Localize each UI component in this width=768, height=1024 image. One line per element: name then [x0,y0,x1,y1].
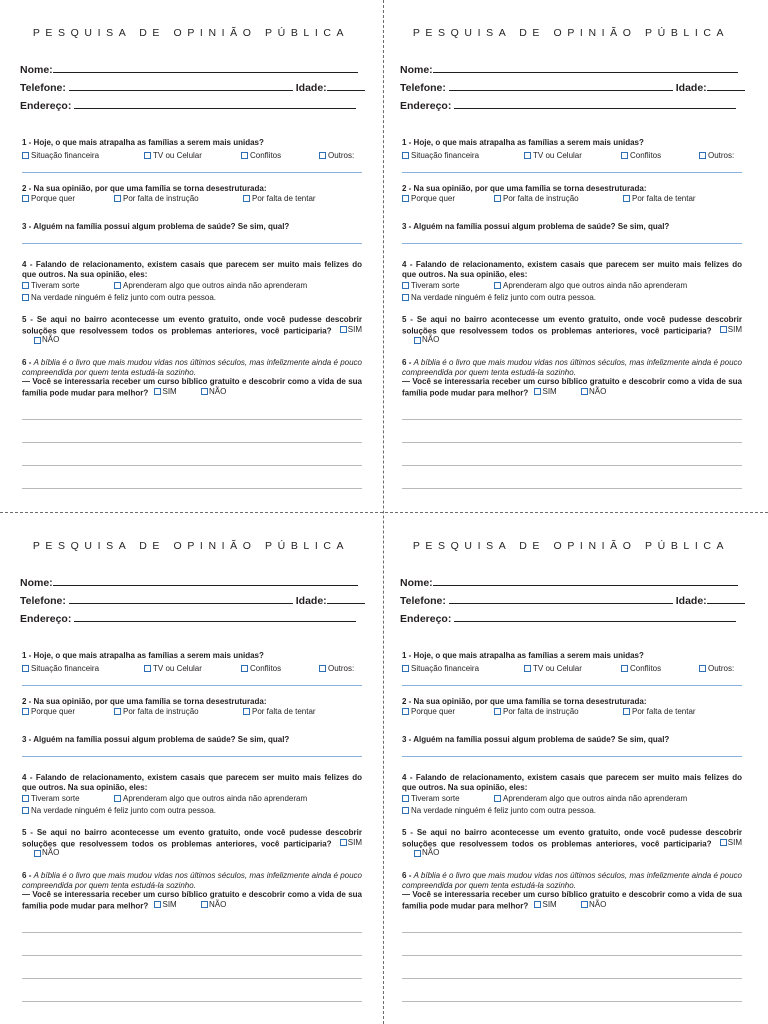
nome-line[interactable] [433,576,738,586]
checkbox[interactable] [494,708,501,715]
option-aprenderam[interactable]: Aprenderam algo que outros ainda não aprenderam [494,794,687,803]
q5-option-nao[interactable]: NÃO [414,335,439,345]
checkbox[interactable] [402,282,409,289]
question-6: 6 - A bíblia é o livro que mais mudou vidas nos últimos séculos, mas infelizmente ainda é pouco compreendida por quem tenta estudá-la sozinho. — Você se interessaria receber um curso bíblico gratuito e descobrir como a vida de sua família pode mudar para melhor? SIM NÃO [22,358,362,397]
answer-line-1[interactable] [22,685,362,686]
checkbox[interactable] [243,195,250,202]
checkbox[interactable] [22,152,29,159]
question-4-options-row-1 [20,794,362,805]
bible-statement: A bíblia é o livro que mais mudou vidas nos últimos séculos, mas infelizmente ainda é pouco compreendida por quem tenta estudá-la sozinho. [402,871,742,890]
checkbox[interactable] [494,195,501,202]
question-3: 3 - Alguém na família possui algum problema de saúde? Se sim, qual? [22,735,290,744]
endereco-field[interactable] [20,612,356,625]
checkbox[interactable] [154,901,161,908]
option-situacao-financeira[interactable]: Situação financeira [22,664,99,673]
question-1: 1 - Hoje, o que mais atrapalha as famílias a serem mais unidas? [22,651,264,660]
bible-statement: A bíblia é o livro que mais mudou vidas nos últimos séculos, mas infelizmente ainda é pouco compreendida por quem tenta estudá-la sozinho. [22,871,362,890]
option-tv-celular[interactable]: TV ou Celular [524,151,582,160]
question-6: 6 - A bíblia é o livro que mais mudou vidas nos últimos séculos, mas infelizmente ainda é pouco compreendida por quem tenta estudá-la sozinho. — Você se interessaria receber um curso bíblico gratuito e descobrir como a vida de sua família pode mudar para melhor? SIM NÃO [22,871,362,910]
option-falta-instrucao[interactable]: Por falta de instrução [114,707,199,716]
option-conflitos[interactable]: Conflitos [621,664,661,673]
question-1: 1 - Hoje, o que mais atrapalha as famílias a serem mais unidas? [402,138,644,147]
telefone-line[interactable] [449,81,673,91]
question-6: 6 - A bíblia é o livro que mais mudou vidas nos últimos séculos, mas infelizmente ainda é pouco compreendida por quem tenta estudá-la sozinho. — Você se interessaria receber um curso bíblico gratuito e descobrir como a vida de sua família pode mudar para melhor? SIM NÃO [402,358,742,397]
option-tiveram-sorte[interactable]: Tiveram sorte [22,794,80,803]
checkbox[interactable] [22,195,29,202]
checkbox[interactable] [22,795,29,802]
nome-label: Nome: [400,577,433,589]
option-situacao-financeira[interactable]: Situação financeira [402,151,479,160]
option-tv-celular[interactable]: TV ou Celular [144,664,202,673]
q6-option-nao[interactable]: NÃO [201,387,226,397]
checkbox[interactable] [114,708,121,715]
nome-label: Nome: [400,64,433,76]
option-aprenderam[interactable]: Aprenderam algo que outros ainda não aprenderam [114,281,307,290]
survey-form-top-left [20,0,362,500]
checkbox[interactable] [144,665,151,672]
checkbox[interactable] [34,850,41,857]
checkbox[interactable] [241,665,248,672]
endereco-label: Endereço: [400,100,452,112]
telefone-field[interactable] [20,594,365,607]
checkbox[interactable] [402,195,409,202]
checkbox[interactable] [524,665,531,672]
q6-option-sim[interactable]: SIM [154,387,176,397]
nome-label: Nome: [20,577,53,589]
q6-option-nao[interactable]: NÃO [581,900,606,910]
checkbox[interactable] [114,795,121,802]
answer-line-3[interactable] [22,756,362,757]
checkbox[interactable] [621,665,628,672]
q5-option-nao[interactable]: NÃO [34,335,59,345]
q6-option-sim[interactable]: SIM [534,387,556,397]
notes-line-1[interactable] [22,419,362,420]
checkbox[interactable] [22,807,29,814]
question-4-options-row-1 [400,794,742,805]
notes-line-2[interactable] [402,442,742,443]
question-1-options [20,664,362,675]
nome-field[interactable] [400,63,738,76]
endereco-line[interactable] [454,99,736,109]
q5-option-sim[interactable]: SIM [340,838,362,848]
telefone-line[interactable] [449,594,673,604]
question-4-options-row-2 [20,806,362,817]
notes-line-4[interactable] [402,488,742,489]
question-6: 6 - A bíblia é o livro que mais mudou vidas nos últimos séculos, mas infelizmente ainda é pouco compreendida por quem tenta estudá-la sozinho. — Você se interessaria receber um curso bíblico gratuito e descobrir como a vida de sua família pode mudar para melhor? SIM NÃO [402,871,742,910]
checkbox[interactable] [720,326,727,333]
endereco-label: Endereço: [400,613,452,625]
option-aprenderam[interactable]: Aprenderam algo que outros ainda não aprenderam [494,281,687,290]
checkbox[interactable] [623,195,630,202]
checkbox[interactable] [581,901,588,908]
notes-line-1[interactable] [402,419,742,420]
idade-label: Idade: [675,595,707,607]
option-tv-celular[interactable]: TV ou Celular [144,151,202,160]
answer-line-1[interactable] [402,685,742,686]
checkbox[interactable] [144,152,151,159]
endereco-field[interactable] [400,99,736,112]
nome-field[interactable] [400,576,738,589]
answer-line-3[interactable] [402,243,742,244]
telefone-field[interactable] [20,81,365,94]
option-falta-instrucao[interactable]: Por falta de instrução [494,707,579,716]
survey-title: PESQUISA DE OPINIÃO PÚBLICA [32,540,350,552]
checkbox[interactable] [201,388,208,395]
question-2-options [400,194,742,205]
option-outros[interactable]: Outros: [699,664,734,673]
checkbox[interactable] [699,152,706,159]
question-3: 3 - Alguém na família possui algum problema de saúde? Se sim, qual? [22,222,290,231]
q6-option-nao[interactable]: NÃO [201,900,226,910]
question-4: 4 - Falando de relacionamento, existem casais que parecem ser muito mais felizes do que outros. Na sua opinião, eles: [22,260,362,279]
q5-option-sim[interactable]: SIM [720,838,742,848]
checkbox[interactable] [241,152,248,159]
notes-line-4[interactable] [22,1001,362,1002]
checkbox[interactable] [494,282,501,289]
notes-line-1[interactable] [22,932,362,933]
endereco-label: Endereço: [20,613,72,625]
option-ninguem-feliz[interactable]: Na verdade ninguém é feliz junto com outra pessoa. [22,806,216,815]
checkbox[interactable] [22,282,29,289]
q6-option-sim[interactable]: SIM [154,900,176,910]
question-2: 2 - Na sua opinião, por que uma família se torna desestruturada: [402,697,647,706]
option-conflitos[interactable]: Conflitos [621,151,661,160]
notes-line-3[interactable] [402,978,742,979]
telefone-label: Telefone: [400,595,446,607]
endereco-label: Endereço: [20,100,72,112]
question-1-options [400,151,742,162]
q5-option-nao[interactable]: NÃO [34,848,59,858]
option-situacao-financeira[interactable]: Situação financeira [402,664,479,673]
notes-line-3[interactable] [22,465,362,466]
checkbox[interactable] [414,850,421,857]
question-1-options [400,664,742,675]
survey-form-bottom-left [20,513,362,1013]
checkbox[interactable] [201,901,208,908]
telefone-label: Telefone: [400,82,446,94]
telefone-field[interactable] [400,81,745,94]
checkbox[interactable] [402,807,409,814]
bible-statement: A bíblia é o livro que mais mudou vidas nos últimos séculos, mas infelizmente ainda é pouco compreendida por quem tenta estudá-la sozinho. [402,358,742,377]
checkbox[interactable] [22,665,29,672]
question-2-options [400,707,742,718]
question-2-options [20,194,362,205]
question-1-options [20,151,362,162]
nome-line[interactable] [53,576,358,586]
option-porque-quer[interactable]: Porque quer [22,707,75,716]
idade-label: Idade: [295,595,327,607]
telefone-field[interactable] [400,594,745,607]
checkbox[interactable] [154,388,161,395]
idade-line[interactable] [707,81,745,91]
option-falta-tentar[interactable]: Por falta de tentar [243,707,316,716]
question-4-options-row-1 [20,281,362,292]
option-conflitos[interactable]: Conflitos [241,664,281,673]
telefone-label: Telefone: [20,82,66,94]
checkbox[interactable] [414,337,421,344]
endereco-field[interactable] [400,612,736,625]
checkbox[interactable] [243,708,250,715]
option-falta-instrucao[interactable]: Por falta de instrução [494,194,579,203]
question-4: 4 - Falando de relacionamento, existem casais que parecem ser muito mais felizes do que outros. Na sua opinião, eles: [402,773,742,792]
checkbox[interactable] [319,152,326,159]
notes-line-2[interactable] [22,442,362,443]
question-4: 4 - Falando de relacionamento, existem casais que parecem ser muito mais felizes do que outros. Na sua opinião, eles: [402,260,742,279]
idade-line[interactable] [327,594,365,604]
option-porque-quer[interactable]: Porque quer [402,707,455,716]
q5-option-sim[interactable]: SIM [720,325,742,335]
checkbox[interactable] [22,708,29,715]
question-3: 3 - Alguém na família possui algum problema de saúde? Se sim, qual? [402,222,670,231]
checkbox[interactable] [524,152,531,159]
nome-line[interactable] [53,63,358,73]
question-2: 2 - Na sua opinião, por que uma família se torna desestruturada: [22,697,267,706]
telefone-label: Telefone: [20,595,66,607]
checkbox[interactable] [22,294,29,301]
question-4-options-row-2 [400,806,742,817]
option-outros[interactable]: Outros: [699,151,734,160]
checkbox[interactable] [534,901,541,908]
checkbox[interactable] [34,337,41,344]
checkbox[interactable] [402,152,409,159]
q6-option-sim[interactable]: SIM [534,900,556,910]
endereco-line[interactable] [74,99,356,109]
answer-line-3[interactable] [402,756,742,757]
checkbox[interactable] [319,665,326,672]
notes-line-4[interactable] [402,1001,742,1002]
nome-line[interactable] [433,63,738,73]
notes-line-3[interactable] [22,978,362,979]
question-4-options-row-2 [20,293,362,304]
checkbox[interactable] [494,795,501,802]
telefone-line[interactable] [69,81,293,91]
option-falta-tentar[interactable]: Por falta de tentar [623,707,696,716]
checkbox[interactable] [402,294,409,301]
question-2: 2 - Na sua opinião, por que uma família se torna desestruturada: [22,184,267,193]
option-falta-tentar[interactable]: Por falta de tentar [243,194,316,203]
endereco-line[interactable] [454,612,736,622]
survey-title: PESQUISA DE OPINIÃO PÚBLICA [412,27,730,39]
idade-label: Idade: [295,82,327,94]
option-porque-quer[interactable]: Porque quer [402,194,455,203]
nome-field[interactable] [20,63,358,76]
option-falta-instrucao[interactable]: Por falta de instrução [114,194,199,203]
answer-line-3[interactable] [22,243,362,244]
answer-line-1[interactable] [402,172,742,173]
endereco-field[interactable] [20,99,356,112]
option-outros[interactable]: Outros: [319,664,354,673]
option-tiveram-sorte[interactable]: Tiveram sorte [22,281,80,290]
checkbox[interactable] [340,326,347,333]
option-tiveram-sorte[interactable]: Tiveram sorte [402,794,460,803]
q5-option-sim[interactable]: SIM [340,325,362,335]
idade-line[interactable] [707,594,745,604]
checkbox[interactable] [402,795,409,802]
survey-form-bottom-right [400,513,742,1013]
question-5: 5 - Se aqui no bairro acontecesse um evento gratuito, onde você pudesse descobrir soluções que resolvessem todos os problemas anteriores, você participaria? SIM NÃO [402,828,742,858]
option-outros[interactable]: Outros: [319,151,354,160]
question-2-options [20,707,362,718]
nome-label: Nome: [20,64,53,76]
option-situacao-financeira[interactable]: Situação financeira [22,151,99,160]
checkbox[interactable] [623,708,630,715]
idade-label: Idade: [675,82,707,94]
notes-line-1[interactable] [402,932,742,933]
option-porque-quer[interactable]: Porque quer [22,194,75,203]
checkbox[interactable] [534,388,541,395]
checkbox[interactable] [581,388,588,395]
survey-title: PESQUISA DE OPINIÃO PÚBLICA [412,540,730,552]
bible-statement: A bíblia é o livro que mais mudou vidas nos últimos séculos, mas infelizmente ainda é pouco compreendida por quem tenta estudá-la sozinho. [22,358,362,377]
nome-field[interactable] [20,576,358,589]
notes-line-2[interactable] [22,955,362,956]
checkbox[interactable] [720,839,727,846]
survey-form-top-right [400,0,742,500]
telefone-line[interactable] [69,594,293,604]
question-2: 2 - Na sua opinião, por que uma família se torna desestruturada: [402,184,647,193]
notes-line-2[interactable] [402,955,742,956]
idade-line[interactable] [327,81,365,91]
question-4-options-row-2 [400,293,742,304]
question-4: 4 - Falando de relacionamento, existem casais que parecem ser muito mais felizes do que outros. Na sua opinião, eles: [22,773,362,792]
notes-line-4[interactable] [22,488,362,489]
endereco-line[interactable] [74,612,356,622]
option-aprenderam[interactable]: Aprenderam algo que outros ainda não aprenderam [114,794,307,803]
checkbox[interactable] [699,665,706,672]
question-1: 1 - Hoje, o que mais atrapalha as famílias a serem mais unidas? [22,138,264,147]
checkbox[interactable] [340,839,347,846]
question-4-options-row-1 [400,281,742,292]
option-ninguem-feliz[interactable]: Na verdade ninguém é feliz junto com outra pessoa. [402,806,596,815]
answer-line-1[interactable] [22,172,362,173]
question-5: 5 - Se aqui no bairro acontecesse um evento gratuito, onde você pudesse descobrir soluções que resolvessem todos os problemas anteriores, você participaria? SIM NÃO [22,315,362,345]
checkbox[interactable] [114,282,121,289]
checkbox[interactable] [621,152,628,159]
option-tiveram-sorte[interactable]: Tiveram sorte [402,281,460,290]
question-5: 5 - Se aqui no bairro acontecesse um evento gratuito, onde você pudesse descobrir soluções que resolvessem todos os problemas anteriores, você participaria? SIM NÃO [22,828,362,858]
option-tv-celular[interactable]: TV ou Celular [524,664,582,673]
checkbox[interactable] [402,708,409,715]
question-1: 1 - Hoje, o que mais atrapalha as famílias a serem mais unidas? [402,651,644,660]
checkbox[interactable] [114,195,121,202]
notes-line-3[interactable] [402,465,742,466]
option-ninguem-feliz[interactable]: Na verdade ninguém é feliz junto com outra pessoa. [402,293,596,302]
option-falta-tentar[interactable]: Por falta de tentar [623,194,696,203]
q5-option-nao[interactable]: NÃO [414,848,439,858]
question-5: 5 - Se aqui no bairro acontecesse um evento gratuito, onde você pudesse descobrir soluções que resolvessem todos os problemas anteriores, você participaria? SIM NÃO [402,315,742,345]
survey-title: PESQUISA DE OPINIÃO PÚBLICA [32,27,350,39]
q6-option-nao[interactable]: NÃO [581,387,606,397]
option-ninguem-feliz[interactable]: Na verdade ninguém é feliz junto com outra pessoa. [22,293,216,302]
option-conflitos[interactable]: Conflitos [241,151,281,160]
checkbox[interactable] [402,665,409,672]
question-3: 3 - Alguém na família possui algum problema de saúde? Se sim, qual? [402,735,670,744]
